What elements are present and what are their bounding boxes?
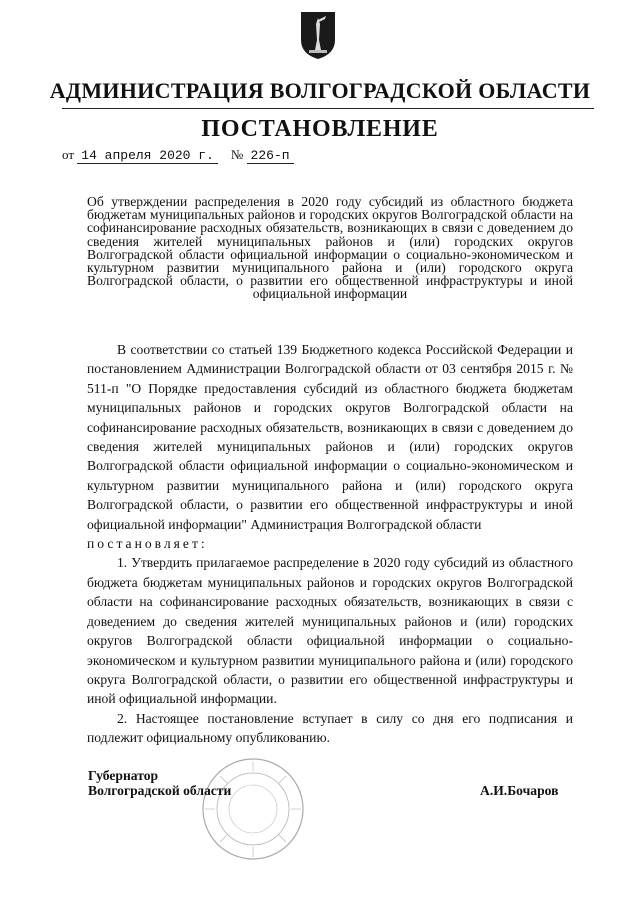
item-2-paragraph: 2. Настоящее постановление вступает в силу со дня его подписания и подлежит официальному опубликованию. <box>87 710 573 746</box>
coat-of-arms-icon <box>299 10 337 60</box>
document-type: ПОСТАНОВЛЕНИЕ <box>201 116 439 142</box>
resolves-word: постановляет: <box>87 536 208 552</box>
document-title: Об утверждении распределения в 2020 году субсидий из областного бюджета бюджетам муниципальных районов и городских округов Волгоградской области на софинансирование расходных обязательств, возникающих в связи с доведением до сведения жителей муниципальных районов и (или) городских округов Волгоградской области официальной информации о социально-экономическом и культурном развитии муниципального района и (или) городского округа Волгоградской области, о развитии его общественной инфраструктуры и иной официальной информации <box>87 194 573 302</box>
signatory-role-line2: Волгоградской области <box>88 783 232 798</box>
organization-name: АДМИНИСТРАЦИЯ ВОЛГОГРАДСКОЙ ОБЛАСТИ <box>49 78 591 103</box>
number-prefix: № <box>230 147 244 162</box>
document-body <box>87 340 573 748</box>
signatory-name: А.И.Бочаров <box>480 783 559 798</box>
item-1-paragraph: 1. Утвердить прилагаемое распределение в 2020 году субсидий из областного бюджета бюджетам муниципальных районов и городских округов Волгоградской области на софинансирование расходных обязательств, возникающих в связи с доведением до сведения жителей муниципальных районов и (или) городских округов Волгоградской области официальной информации о социально-экономическом и культурном развитии муниципального района и (или) городского округа Волгоградской области, о развитии его общественной инфраструктуры и иной официальной информации. <box>87 555 573 707</box>
date-number-line <box>62 147 294 164</box>
signatory-role <box>88 768 231 798</box>
document-date: 14 апреля 2020 г. <box>77 148 218 164</box>
signatory-role-line1: Губернатор <box>88 768 159 783</box>
header-divider <box>62 108 594 109</box>
preamble-paragraph: В соответствии со статьей 139 Бюджетного кодекса Российской Федерации и постановлением Администрации Волгоградской области от 03 сентября 2015 г. № 511-п "О Порядке предоставления субсидий из областного бюджета бюджетам муниципальных районов и городских округов Волгоградской области на софинансирование расходных обязательств, возникающих в связи с доведением до сведения жителей муниципальных районов и (или) городских округов Волгоградской области официальной информации о социально-экономическом и культурном развитии муниципального района и (или) городского округа Волгоградской области, о развитии его общественной инфраструктуры и иной официальной информации" Администрация Волгоградской области <box>87 342 573 532</box>
date-prefix: от <box>62 147 75 162</box>
document-number: 226-п <box>247 148 294 164</box>
